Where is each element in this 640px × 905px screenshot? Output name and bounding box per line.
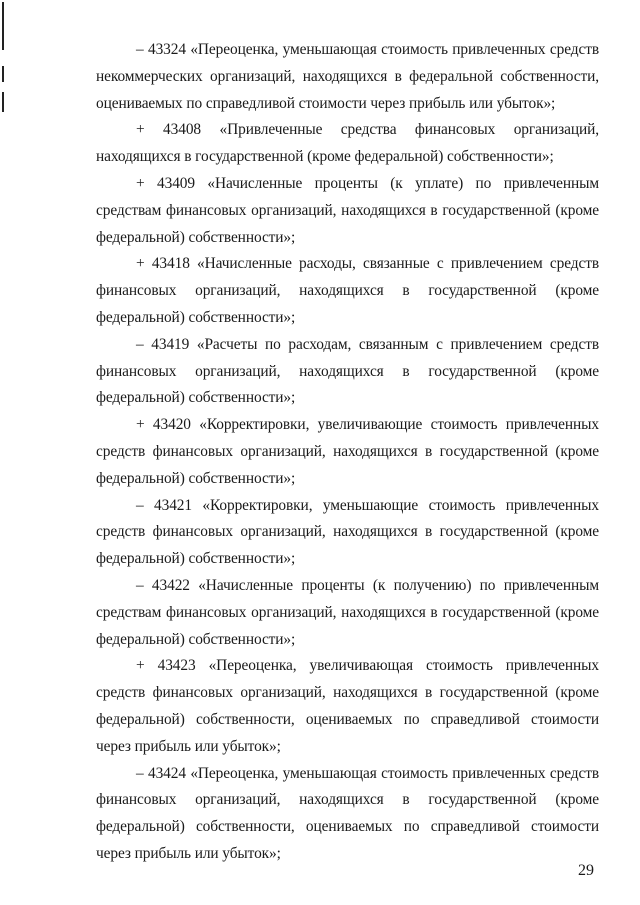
margin-mark — [2, 2, 4, 50]
paragraph-43409: + 43409 «Начисленные проценты (к уплате) по привлеченным средствам финансовых организаций, находящихся в государственной (кроме федеральной) собственности»; — [96, 174, 599, 246]
paragraph-43324: – 43324 «Переоценка, уменьшающая стоимость привлеченных средств некоммерческих организаций, находящихся в федеральной собственности, оцениваемых по справедливой стоимости через прибыль или убыток»; — [96, 41, 599, 112]
paragraph-43418: + 43418 «Начисленные расходы, связанные с привлечением средств финансовых организаций, находящихся в государственной (кроме федеральной) собственности»; — [96, 255, 599, 326]
margin-mark — [2, 66, 4, 82]
paragraph-43422: – 43422 «Начисленные проценты (к получению) по привлеченным средствам финансовых организаций, находящихся в государственной (кроме федеральной) собственности»; — [96, 576, 599, 648]
document-body — [96, 37, 599, 868]
margin-mark — [2, 92, 4, 112]
paragraph-43420: + 43420 «Корректировки, увеличивающие стоимость привлеченных средств финансовых организаций, находящихся в государственной (кроме федеральной) собственности»; — [96, 416, 599, 487]
paragraph-43419: – 43419 «Расчеты по расходам, связанным с привлечением средств финансовых организаций, находящихся в государственной (кроме федеральной) собственности»; — [96, 335, 599, 407]
paragraph-43421: – 43421 «Корректировки, уменьшающие стоимость привлеченных средств финансовых организаций, находящихся в государственной (кроме федеральной) собственности»; — [96, 496, 599, 568]
paragraph-43423: + 43423 «Переоценка, увеличивающая стоимость привлеченных средств финансовых организаций, находящихся в государственной (кроме федеральной) собственности, оцениваемых по справедливой стоимости через прибыль или убыток»; — [96, 657, 599, 755]
paragraph-43424: – 43424 «Переоценка, уменьшающая стоимость привлеченных средств финансовых организаций, находящихся в государственной (кроме федеральной) собственности, оцениваемых по справедливой стоимости через прибыль или убыток»; — [96, 764, 599, 862]
paragraph-43408: + 43408 «Привлеченные средства финансовых организаций, находящихся в государственной (кроме федеральной) собственности»; — [96, 121, 599, 166]
page-number: 29 — [578, 862, 594, 879]
